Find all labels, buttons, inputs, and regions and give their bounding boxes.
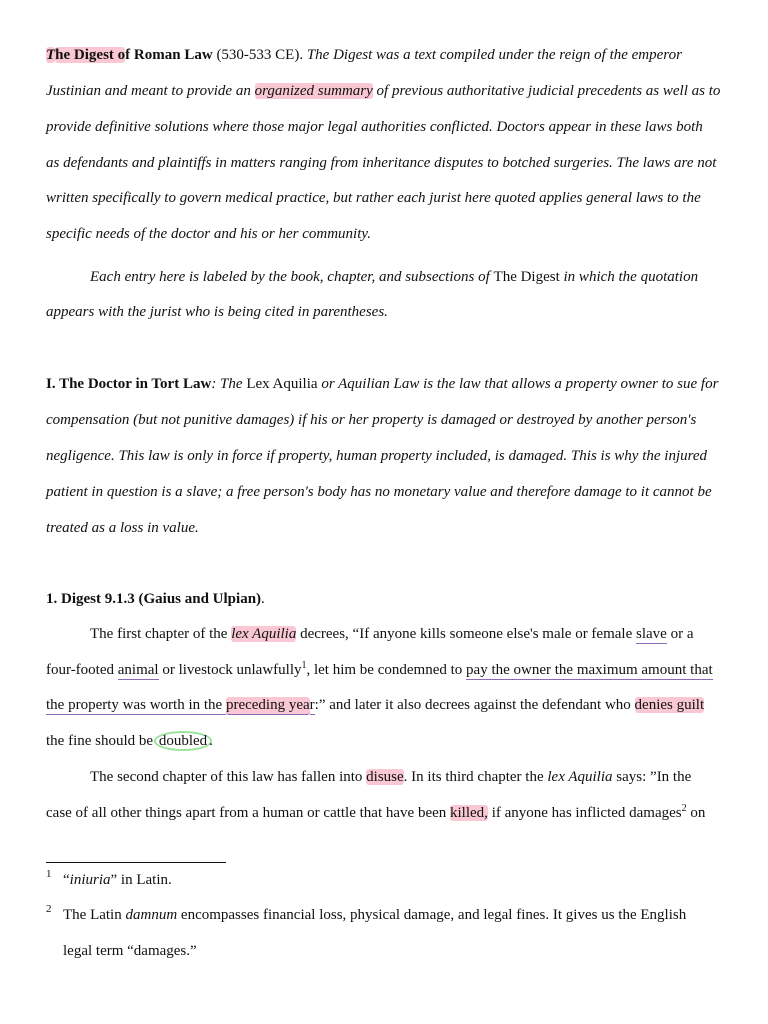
circled-word: doubled	[154, 731, 212, 751]
section-1-line-4: patient in question is a slave; a free person's body has no monetary value and therefore damage to it cannot be	[46, 484, 712, 500]
intro-line-1: The Digest of Roman Law (530-533 CE). The Digest was a text compiled under the reign of the emperor	[46, 47, 682, 63]
footnote-2-line-2: legal term “damages.”	[63, 943, 197, 959]
entry-1-line-2: four-footed animal or livestock unlawfully$^1$, let him be condemned to pay the owner the maximum amount that	[46, 660, 713, 678]
entry-1-line-5: The second chapter of this law has fallen into disuse. In its third chapter the lex Aquilia says: ”In the	[90, 769, 692, 785]
section-1-heading: I. The Doctor in Tort Law	[46, 376, 212, 392]
entry-1-line-4: the fine should be doubled .	[46, 733, 213, 749]
footnote-separator	[46, 862, 226, 863]
section-1-line-1: I. The Doctor in Tort Law: The Lex Aquilia or Aquilian Law is the law that allows a property owner to sue for	[46, 376, 719, 392]
intro-line-3: provide definitive solutions where those major legal authorities conflicted. Doctors appear in these laws both	[46, 119, 703, 135]
section-1-line-3: negligence. This law is only in force if property, human property included, is damaged. This is why the injured	[46, 448, 708, 464]
intro-line-5: written specifically to govern medical practice, but rather each jurist here quoted applies general laws to the	[46, 190, 701, 206]
entry-1-line-1: The first chapter of the lex Aquilia decrees, “If anyone kills someone else's male or female slave or a	[90, 626, 694, 642]
intro-line-4: as defendants and plaintiffs in matters ranging from inheritance disputes to botched surgeries. The laws are not	[46, 155, 717, 171]
footnote-2: The Latin damnum encompasses financial loss, physical damage, and legal fines. It gives us the English	[63, 907, 687, 923]
section-1-line-5: treated as a loss in value.	[46, 520, 199, 536]
intro-line-2: Justinian and meant to provide an organized summary of previous authoritative judicial precedents as well as to	[46, 83, 721, 99]
footnote-1: “iniuria” in Latin.	[63, 872, 172, 888]
intro-line-6: specific needs of the doctor and his or her community.	[46, 226, 371, 242]
entry-1-line-3: the property was worth in the preceding year:” and later it also decrees against the defendant who denies guilt	[46, 697, 705, 713]
footnote-ref-1: 1	[301, 660, 307, 671]
footnote-ref-2: 2	[681, 803, 687, 814]
entry-1-heading: 1. Digest 9.1.3 (Gaius and Ulpian).	[46, 591, 265, 607]
footnote-2-number: 2	[46, 903, 52, 915]
footnote-1-number: 1	[46, 868, 52, 880]
intro-line-7: Each entry here is labeled by the book, chapter, and subsections of The Digest in which the quotation	[90, 269, 699, 285]
intro-line-8: appears with the jurist who is being cited in parentheses.	[46, 304, 388, 320]
section-1-line-2: compensation (but not punitive damages) if his or her property is damaged or destroyed by another person's	[46, 412, 697, 428]
entry-1-line-6: case of all other things apart from a human or cattle that have been killed, if anyone has inflicted damages$^2$ on	[46, 803, 706, 821]
